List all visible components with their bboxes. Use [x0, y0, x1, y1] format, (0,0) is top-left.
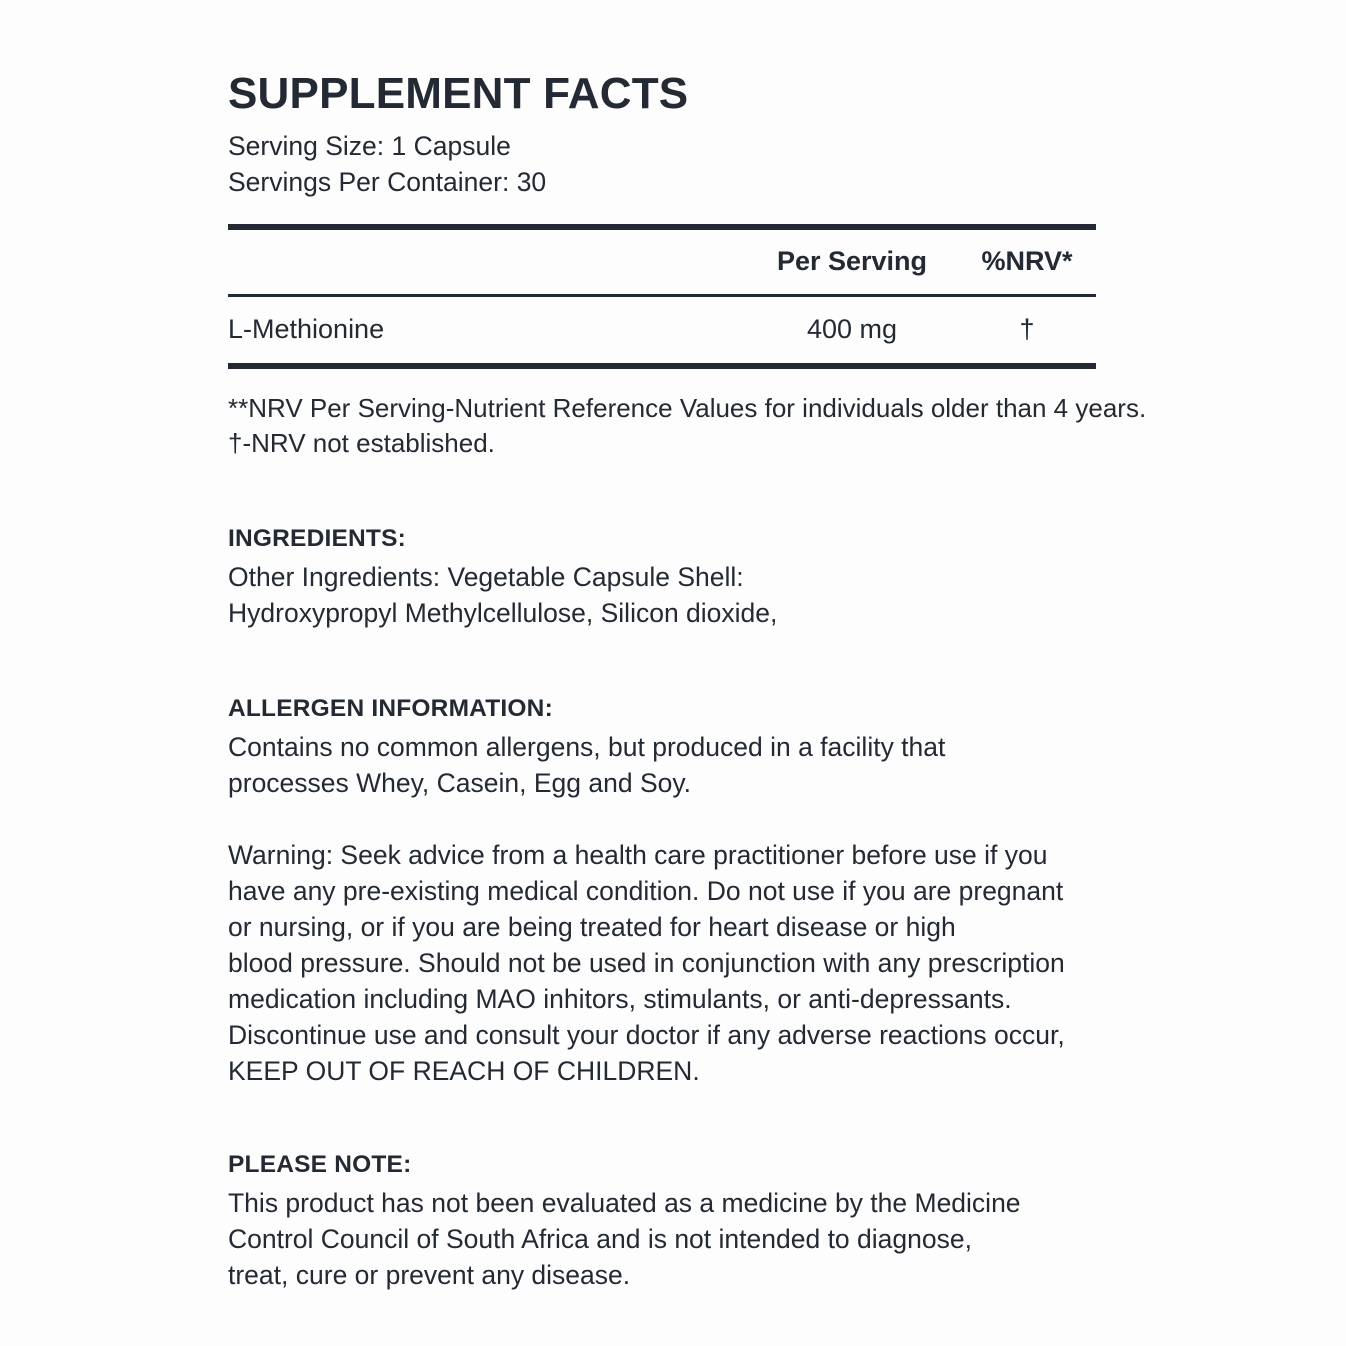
supplement-facts-table	[228, 224, 1096, 369]
table-rule-bottom	[228, 366, 1096, 369]
column-header-nrv: %NRV*	[981, 246, 1073, 277]
warning-line-3: or nursing, or if you are being treated for heart disease or high	[228, 911, 956, 942]
table-row	[228, 297, 1096, 366]
ingredients-heading: INGREDIENTS:	[228, 524, 406, 552]
warning-line-2: have any pre-existing medical condition. Do not use if you are pregnant	[228, 875, 1064, 906]
ingredients-section	[228, 521, 1118, 631]
column-header-per-serving: Per Serving	[776, 246, 928, 277]
please-note-line-1: This product has not been evaluated as a medicine by the Medicine	[228, 1187, 1021, 1218]
warning-line-1: Warning: Seek advice from a health care practitioner before use if you	[228, 839, 1048, 870]
footnote-dagger: †-NRV not established.	[228, 427, 495, 458]
table-footnotes	[228, 391, 1147, 461]
warning-line-7: KEEP OUT OF REACH OF CHILDREN.	[228, 1055, 700, 1086]
serving-size-text: Serving Size: 1 Capsule	[228, 130, 511, 161]
please-note-heading: PLEASE NOTE:	[228, 1150, 412, 1178]
warning-line-6: Discontinue use and consult your doctor if any adverse reactions occur,	[228, 1019, 1065, 1050]
ingredients-line-2: Hydroxypropyl Methylcellulose, Silicon dioxide,	[228, 597, 778, 628]
warning-line-5: medication including MAO inhitors, stimulants, or anti-depressants.	[228, 983, 1012, 1014]
nutrient-nrv: †	[1019, 314, 1035, 345]
ingredients-body	[228, 559, 1118, 631]
footnote-nrv-definition: **NRV Per Serving-Nutrient Reference Values for individuals older than 4 years.	[228, 392, 1147, 423]
please-note-section	[228, 1147, 1118, 1293]
allergen-heading: ALLERGEN INFORMATION:	[228, 694, 553, 722]
column-header-nutrient	[228, 230, 746, 296]
table-header-row	[228, 230, 1096, 296]
please-note-line-2: Control Council of South Africa and is not intended to diagnose,	[228, 1223, 972, 1254]
allergen-section	[228, 691, 1118, 801]
please-note-line-3: treat, cure or prevent any disease.	[228, 1259, 631, 1290]
nutrient-name: L-Methionine	[228, 314, 385, 345]
page-title: SUPPLEMENT FACTS	[228, 69, 689, 118]
rule-line	[228, 366, 1096, 369]
allergen-line-1: Contains no common allergens, but produced in a facility that	[228, 731, 946, 762]
please-note-body	[228, 1185, 1118, 1293]
ingredients-line-1: Other Ingredients: Vegetable Capsule Shell:	[228, 561, 744, 592]
warning-section	[228, 837, 1118, 1089]
warning-line-4: blood pressure. Should not be used in conjunction with any prescription	[228, 947, 1065, 978]
nutrient-amount: 400 mg	[806, 314, 898, 345]
allergen-line-2: processes Whey, Casein, Egg and Soy.	[228, 767, 691, 798]
allergen-body	[228, 729, 1118, 801]
servings-per-container-text: Servings Per Container: 30	[228, 166, 547, 197]
